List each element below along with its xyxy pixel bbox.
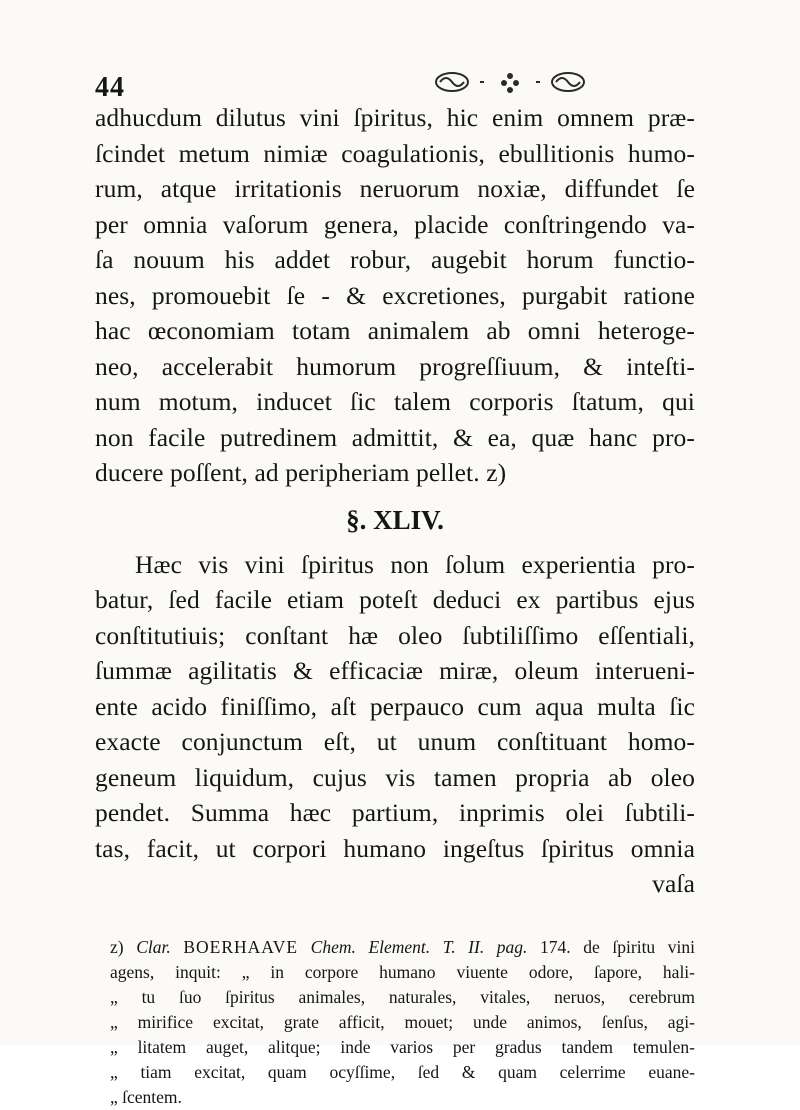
text-line: rum, atque irritationis neruorum noxiæ, diffundet ſe	[95, 174, 695, 203]
footnote-line: agens, inquit: „ in corpore humano viuente odore, ſapore, hali-	[110, 962, 695, 982]
catchword: vaſa	[652, 869, 695, 898]
footnote-marker: z)	[110, 937, 124, 957]
paragraph-2	[95, 547, 695, 902]
page-header	[95, 64, 705, 104]
footnote-text-first: de ſpiritu vini	[583, 937, 695, 957]
footnote-line: „ tiam excitat, quam ocyſſime, ſed & quam celerrime euane-	[110, 1062, 695, 1082]
text-line: ſa nouum his addet robur, augebit horum functio-	[95, 245, 695, 274]
text-line: exacte conjunctum eſt, ut unum conſtituant homo-	[95, 727, 695, 756]
text-line: ente acido finiſſimo, aſt perpauco cum aqua multa ſic	[95, 691, 695, 721]
footnote-line: „ mirifice excitat, grate afficit, mouet; unde animos, ſenſus, agi-	[110, 1012, 695, 1032]
footnote	[110, 935, 695, 1110]
text-line: per omnia vaſorum genera, placide conſtringendo va-	[95, 209, 695, 239]
footnote-line: „ litatem auget, alitque; inde varios per gradus tandem temulen-	[110, 1037, 695, 1057]
footnote-first-line	[110, 935, 695, 960]
text-line: Hæc vis vini ſpiritus non ſolum experientia pro-	[135, 549, 695, 579]
text-line: pendet. Summa hæc partium, inprimis olei ſubtili-	[95, 798, 695, 827]
text-line: adhucdum dilutus vini ſpiritus, hic enim omnem præ-	[95, 103, 695, 132]
text-line: tas, facit, ut corpori humano ingeſtus ſpiritus omnia	[95, 833, 695, 863]
page-number: 44	[95, 72, 125, 103]
footnote-author: BOERHAAVE	[183, 937, 299, 957]
printer-ornament-icon	[420, 64, 600, 100]
footnote-page: 174.	[540, 937, 571, 957]
text-line: batur, ſed facile etiam poteſt deduci ex partibus ejus	[95, 585, 695, 614]
text-line: non facile putredinem admittit, & ea, quæ hanc pro-	[95, 422, 695, 452]
text-line: ſcindet metum nimiæ coagulationis, ebullitionis humo-	[95, 138, 695, 168]
footnote-source-prefix: Clar.	[136, 937, 171, 957]
section-heading: §. XLIV.	[346, 504, 444, 535]
text-line: ſummæ agilitatis & efficaciæ miræ, oleum interueni-	[95, 656, 695, 685]
body-text	[95, 100, 695, 902]
text-line: nes, promouebit ſe - & excretiones, purgabit ratione	[95, 280, 695, 310]
text-line: geneum liquidum, cujus vis tamen propria ab oleo	[95, 762, 695, 792]
text-line: neo, accelerabit humorum progreſſiuum, & inteſti-	[95, 351, 695, 381]
footnote-line: „ tu ſuo ſpiritus animales, naturales, vitales, neruos, cerebrum	[110, 987, 695, 1007]
text-line: conſtitutiuis; conſtant hæ oleo ſubtiliſſimo eſſentiali,	[95, 620, 695, 650]
footnote-work: Chem. Element. T. II. pag.	[310, 937, 528, 957]
footnote-line: „ ſcentem.	[110, 1087, 182, 1107]
text-line: ducere poſſent, ad peripheriam pellet. z)	[95, 458, 507, 487]
text-line: hac œconomiam totam animalem ab omni heteroge-	[95, 316, 695, 345]
paragraph-1	[95, 100, 695, 491]
text-line: num motum, inducet ſic talem corporis ſtatum, qui	[95, 387, 695, 416]
